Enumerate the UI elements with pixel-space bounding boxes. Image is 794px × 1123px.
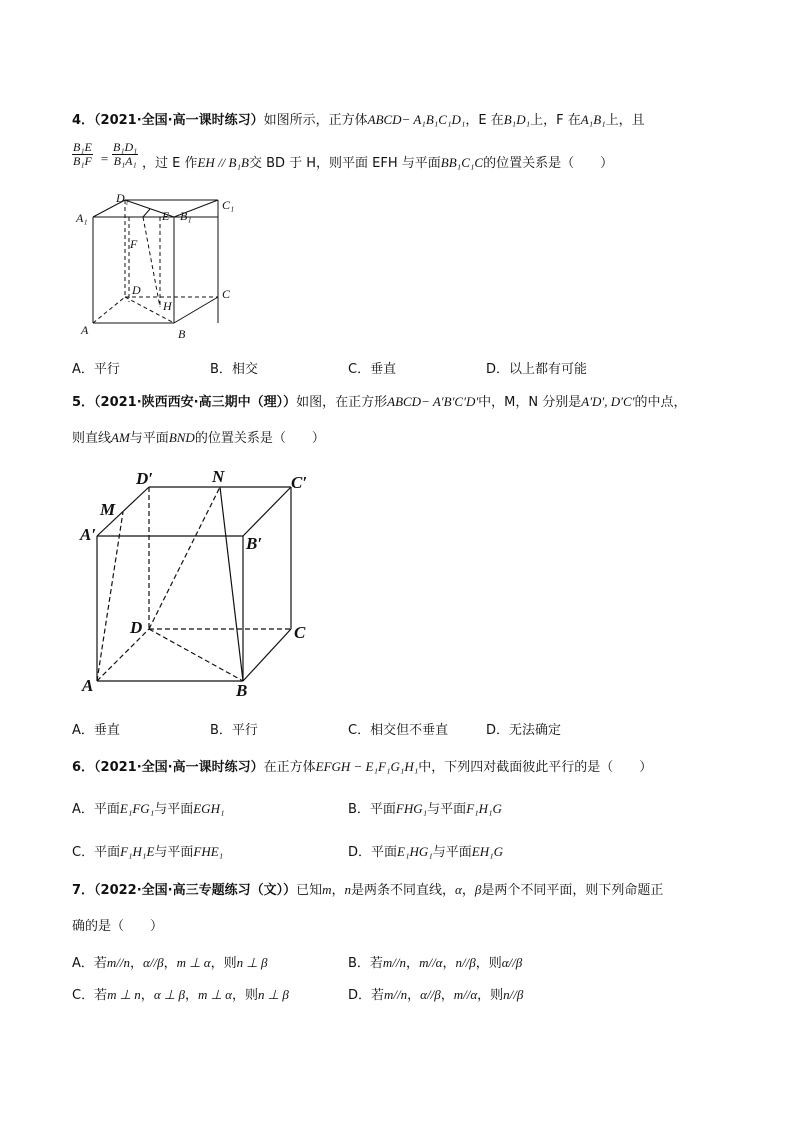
- q4-relation: EH // B₁B: [197, 155, 249, 170]
- q4-stem-line2: [142, 152, 613, 171]
- q5-text: 的位置关系是（ ）: [194, 431, 325, 446]
- q7-option-a[interactable]: [72, 952, 267, 971]
- label-b: B: [178, 327, 186, 341]
- q4-text: 上，F 在: [530, 113, 581, 128]
- option-conclusion: n ⊥ β: [258, 987, 289, 1002]
- q5-option-d[interactable]: D．无法确定: [486, 723, 562, 738]
- q6-option-a[interactable]: [72, 798, 224, 817]
- q5-stem-line1: [72, 391, 687, 410]
- label-d-prime-top: D′: [136, 469, 154, 488]
- hidden-diagonal-db: [149, 629, 243, 681]
- q4-text: 的位置关系是（ ）: [483, 156, 614, 171]
- label-a: A: [82, 676, 94, 695]
- option-plane: F₁H₁E: [120, 844, 155, 859]
- label-f: F: [130, 237, 138, 251]
- q5-cube-name: ABCD− A′B′C′D′: [387, 394, 479, 409]
- option-text: 与平面: [432, 845, 472, 860]
- label-c: C: [294, 623, 306, 642]
- option-condition: m ⊥ α: [197, 987, 232, 1002]
- label-c-prime: C′: [291, 473, 308, 492]
- q7-option-c[interactable]: [72, 984, 289, 1003]
- q6-option-b[interactable]: [348, 798, 502, 817]
- option-sep: ，则: [210, 956, 237, 971]
- option-condition: α//β: [420, 987, 441, 1002]
- q7-var-alpha: α: [455, 882, 462, 897]
- option-sep: ，: [440, 988, 454, 1003]
- q4-text: 如图所示，正方体: [263, 113, 368, 128]
- label-a: A: [81, 323, 89, 337]
- q5-stem-line2: [72, 427, 325, 446]
- edge-bc: [243, 629, 291, 681]
- option-condition: α ⊥ β: [153, 987, 185, 1002]
- edge-bc: [174, 297, 218, 323]
- option-plane: F₁H₁G: [466, 801, 502, 816]
- q7-number: 7．: [72, 883, 95, 898]
- hidden-segment-fh: [143, 217, 160, 307]
- q4-cube-name: ABCD− A₁B₁C₁D₁: [367, 112, 466, 127]
- option-sep: ，: [130, 956, 144, 971]
- option-label: C．若: [72, 988, 108, 1003]
- label-c: C: [222, 287, 231, 301]
- label-d: D: [132, 283, 141, 297]
- q5-text: 则直线: [72, 431, 112, 446]
- option-sep: ，: [407, 988, 421, 1003]
- q5-text: 的中点，: [634, 395, 687, 410]
- option-label: D．平面: [348, 845, 398, 860]
- option-label: A．平面: [72, 802, 120, 817]
- q6-stem: [72, 756, 652, 775]
- q7-stem-line1: [72, 879, 663, 898]
- option-condition: α//β: [143, 955, 164, 970]
- option-text: 与平面: [427, 802, 467, 817]
- q4-segment: A₁B₁: [580, 112, 606, 127]
- q5-number: 5．: [72, 395, 95, 410]
- option-condition: m ⊥ n: [107, 987, 141, 1002]
- option-condition: m//α: [453, 987, 478, 1002]
- q6-option-c[interactable]: [72, 841, 223, 860]
- label-b-prime: B′: [246, 534, 263, 553]
- q6-option-d[interactable]: [348, 841, 503, 860]
- q4-option-b[interactable]: B．相交: [210, 362, 258, 377]
- q5-option-a[interactable]: A．垂直: [72, 723, 120, 738]
- q4-number: 4．: [72, 113, 95, 128]
- label-d: D: [130, 618, 143, 637]
- q6-cube-name: EFGH − E₁F₁G₁H₁: [315, 759, 419, 774]
- q4-equals: =: [100, 151, 109, 166]
- option-condition: n//β: [455, 955, 476, 970]
- q5-text: 如图，在正方形: [296, 395, 388, 410]
- option-plane: FHG₁: [395, 801, 428, 816]
- option-condition: m//n: [384, 987, 408, 1002]
- q4-fraction-right: [112, 141, 138, 168]
- q5-text: 中，M，N 分别是: [478, 395, 582, 410]
- edge-b1c1: [243, 487, 291, 536]
- q4-option-a[interactable]: A．平行: [72, 362, 120, 377]
- option-conclusion: n//β: [503, 987, 524, 1002]
- label-b: B: [236, 681, 248, 700]
- option-plane: EH₁G: [471, 844, 504, 859]
- q5-text: 与平面: [129, 431, 169, 446]
- option-text: 与平面: [154, 845, 194, 860]
- q4-text: ，E 在: [465, 113, 504, 128]
- hidden-edge-ad: [93, 297, 125, 323]
- q7-source: （2022·全国·高三专题练习（文））: [94, 883, 297, 898]
- option-condition: m//α: [419, 955, 443, 970]
- q7-var-m: m: [322, 882, 332, 897]
- q4-option-d[interactable]: D．以上都有可能: [486, 362, 588, 377]
- segment-ef: [143, 209, 150, 217]
- option-sep: ，则: [475, 956, 502, 971]
- q7-option-b[interactable]: [348, 952, 522, 971]
- q4-text: 上，且: [605, 113, 645, 128]
- q7-text: 是两个不同平面，则下列命题正: [481, 883, 664, 898]
- q6-text: 在正方体: [263, 760, 316, 775]
- q7-var-beta: β: [474, 882, 482, 897]
- q5-line: AM: [111, 430, 130, 445]
- q6-source: （2021·全国·高一课时练习）: [94, 760, 264, 775]
- option-plane: E₁HG₁: [397, 844, 433, 859]
- option-sep: ，: [140, 988, 154, 1003]
- q5-cube-figure: [72, 460, 332, 700]
- label-n: N: [212, 467, 225, 486]
- label-h: H: [163, 299, 172, 313]
- q7-var-n: n: [344, 882, 352, 897]
- q4-plane: BB₁C₁C: [440, 155, 484, 170]
- option-sep: ，则: [232, 988, 259, 1003]
- fraction-denominator: B₁A₁: [113, 154, 137, 168]
- q5-source: （2021·陕西西安·高三期中（理））: [94, 395, 297, 410]
- option-condition: m//n: [106, 955, 131, 970]
- q7-text: 已知: [296, 883, 323, 898]
- q4-source: （2021·全国·高一课时练习）: [94, 113, 264, 128]
- q6-number: 6．: [72, 760, 95, 775]
- option-condition: m//n: [382, 955, 407, 970]
- label-a1: A₁: [76, 211, 88, 225]
- option-sep: ，: [163, 956, 177, 971]
- label-d1: D₁: [116, 191, 129, 205]
- option-plane: EGH₁: [193, 801, 225, 816]
- option-label: C．平面: [72, 845, 121, 860]
- label-m: M: [100, 500, 116, 519]
- option-text: 与平面: [154, 802, 194, 817]
- option-plane: FHE₁: [193, 844, 224, 859]
- label-e: E: [162, 209, 170, 223]
- option-conclusion: n ⊥ β: [236, 955, 268, 970]
- q4-option-c[interactable]: C．垂直: [348, 362, 397, 377]
- q4-text: ，过 E 作: [142, 156, 198, 171]
- q4-fraction-left: [72, 141, 93, 168]
- fraction-denominator: B₁F: [73, 154, 92, 168]
- label-a-prime: A′: [80, 525, 97, 544]
- q6-text: 中，下列四对截面彼此平行的是（ ）: [418, 760, 653, 775]
- option-plane: E₁FG₁: [119, 801, 155, 816]
- q7-text: 是两条不同直线，: [351, 883, 456, 898]
- option-sep: ，: [406, 956, 420, 971]
- q4-stem-line1: [72, 109, 645, 128]
- label-b1: B₁: [180, 209, 192, 223]
- q4-segment: B₁D₁: [503, 112, 531, 127]
- option-condition: m ⊥ α: [176, 955, 211, 970]
- fraction-numerator: B₁E: [73, 140, 92, 154]
- q5-option-c[interactable]: C．相交但不垂直: [348, 723, 449, 738]
- q4-text: 交 BD 于 H，则平面 EFH 与平面: [248, 156, 441, 171]
- q7-text: ，: [331, 883, 345, 898]
- segment-nb: [220, 487, 243, 681]
- option-sep: ，: [184, 988, 198, 1003]
- q5-option-b[interactable]: B．平行: [210, 723, 258, 738]
- fraction-numerator: B₁D₁: [113, 140, 138, 154]
- option-sep: ，则: [477, 988, 504, 1003]
- q5-plane: BND: [168, 430, 195, 445]
- option-conclusion: α//β: [501, 955, 523, 970]
- q7-stem-line2: 确的是（ ）: [72, 919, 164, 934]
- q4-cube-figure: [72, 190, 242, 345]
- option-label: A．若: [72, 956, 107, 971]
- q7-option-d[interactable]: [348, 984, 523, 1003]
- hidden-segment-dn: [149, 487, 220, 629]
- option-sep: ，: [442, 956, 456, 971]
- q7-text: ，: [461, 883, 475, 898]
- label-c1: C₁: [222, 198, 235, 212]
- hidden-segment-am: [97, 512, 123, 681]
- option-label: D．若: [348, 988, 385, 1003]
- option-label: B．若: [348, 956, 383, 971]
- q5-edges: A′D′, D′C′: [581, 394, 635, 409]
- option-label: B．平面: [348, 802, 396, 817]
